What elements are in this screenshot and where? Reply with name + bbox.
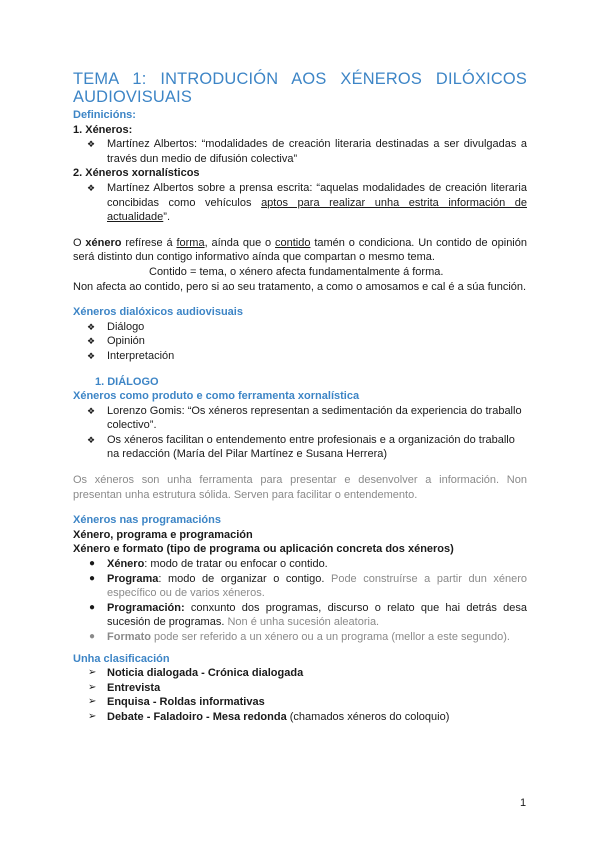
list-item: ● Programación: conxunto dos programas, discurso o relato que hai detrás desa sucesión de programas. Non é unha sucesión aleatoria. bbox=[89, 601, 527, 629]
list-item: ➢ Entrevista bbox=[88, 681, 161, 694]
section-1-heading: 1. DIÁLOGO bbox=[95, 375, 159, 388]
definition-2-item bbox=[73, 181, 527, 225]
diamond-bullet-icon: ❖ bbox=[87, 336, 96, 347]
bullet-dot-icon: ● bbox=[89, 572, 96, 584]
document-page bbox=[73, 70, 527, 725]
diamond-bullet-icon: ❖ bbox=[87, 350, 96, 361]
page-number: 1 bbox=[520, 797, 527, 809]
programs-subheading-2: Xénero e formato (tipo de programa ou aplicación concreta dos xéneros) bbox=[73, 543, 454, 556]
definition-1-heading: 1. Xéneros: bbox=[73, 123, 133, 136]
diamond-bullet-icon: ❖ bbox=[87, 139, 96, 150]
list-item: ❖ Interpretación bbox=[87, 349, 175, 362]
diamond-bullet-icon: ❖ bbox=[87, 434, 96, 445]
list-item: ● Xénero: modo de tratar ou enfocar o contido. bbox=[89, 558, 328, 571]
dialogic-genres-heading: Xéneros dialóxicos audiovisuais bbox=[73, 306, 243, 319]
list-item: ❖ Diálogo bbox=[87, 320, 145, 333]
arrow-bullet-icon: ➢ bbox=[88, 696, 97, 708]
definition-2-heading: 2. Xéneros xornalísticos bbox=[73, 167, 200, 180]
list-item: ➢ Enquisa - Roldas informativas bbox=[88, 696, 265, 709]
list-item: ❖ Lorenzo Gomis: “Os xéneros representan a sedimentación da experiencia do traballo colectivo”. bbox=[87, 404, 522, 432]
definition-1-item bbox=[73, 137, 527, 166]
list-item: ❖ Opinión bbox=[87, 335, 145, 348]
arrow-bullet-icon: ➢ bbox=[88, 667, 97, 679]
classification-heading: Unha clasificación bbox=[73, 652, 170, 665]
programs-heading: Xéneros nas programacións bbox=[73, 514, 221, 527]
bullet-dot-icon: ● bbox=[89, 601, 96, 613]
bullet-dot-icon: ● bbox=[89, 631, 96, 642]
paragraph-treatment: Non afecta ao contido, pero si ao seu tratamento, a como o amosamos e cal é a súa función. bbox=[73, 280, 527, 293]
programs-subheading-1: Xénero, programa e programación bbox=[73, 528, 253, 541]
paragraph-genres-tool: Os xéneros son unha ferramenta para presentar e desenvolver a información. Non presentan unha estrutura sólida. Serven para facilitar o entendemento. bbox=[73, 474, 527, 501]
section-1-subheading: Xéneros como produto e como ferramenta xornalística bbox=[73, 390, 360, 403]
list-item: ● Programa: modo de organizar o contigo. Pode construírse a partir dun xénero específico ou de varios xéneros. bbox=[89, 572, 528, 600]
bullet-dot-icon: ● bbox=[89, 558, 96, 570]
paragraph-genre-form: O xénero refírese á forma, aínda que o contido tamén o condiciona. Un contido de opinión será distinto dun contigo informativo aínda que compartan o mesmo tema. bbox=[73, 236, 527, 264]
list-item: ➢ Debate - Faladoiro - Mesa redonda (chamados xéneros do coloquio) bbox=[88, 710, 450, 723]
definitions-heading: Definicións: bbox=[73, 109, 136, 121]
arrow-bullet-icon: ➢ bbox=[88, 681, 97, 693]
list-item: ● Formato pode ser referido a un xénero ou a un programa (mellor a este segundo). bbox=[89, 631, 510, 643]
diamond-bullet-icon: ❖ bbox=[87, 405, 96, 416]
diamond-bullet-icon: ❖ bbox=[87, 321, 96, 332]
document-title-line2: AUDIOVISUAIS bbox=[73, 88, 192, 106]
definition-2-text: Martínez Albertos sobre a prensa escrita: “aquelas modalidades de creación literaria concibidas como vehículos aptos para realizar unha estrita información de actualidade”. bbox=[107, 181, 527, 224]
document-title-line1: TEMA 1: INTRODUCIÓN AOS XÉNEROS DILÓXICOS bbox=[73, 70, 527, 88]
arrow-bullet-icon: ➢ bbox=[88, 710, 97, 722]
list-item: ➢ Noticia dialogada - Crónica dialogada bbox=[88, 667, 304, 680]
underlined-phrase: aptos para realizar unha estrita información de actualidade bbox=[107, 196, 527, 224]
diamond-bullet-icon: ❖ bbox=[87, 182, 96, 193]
paragraph-centered-formula: Contido = tema, o xénero afecta fundamentalmente á forma. bbox=[149, 265, 444, 278]
list-item: ❖ Os xéneros facilitan o entendemento entre profesionais e a organización do traballo na redacción (María del Pilar Martínez e Susana Herrera) bbox=[87, 433, 515, 461]
definition-1-text: Martínez Albertos: “modalidades de creación literaria destinadas a ser divulgadas a través dun medio de difusión colectiva” bbox=[107, 138, 527, 165]
